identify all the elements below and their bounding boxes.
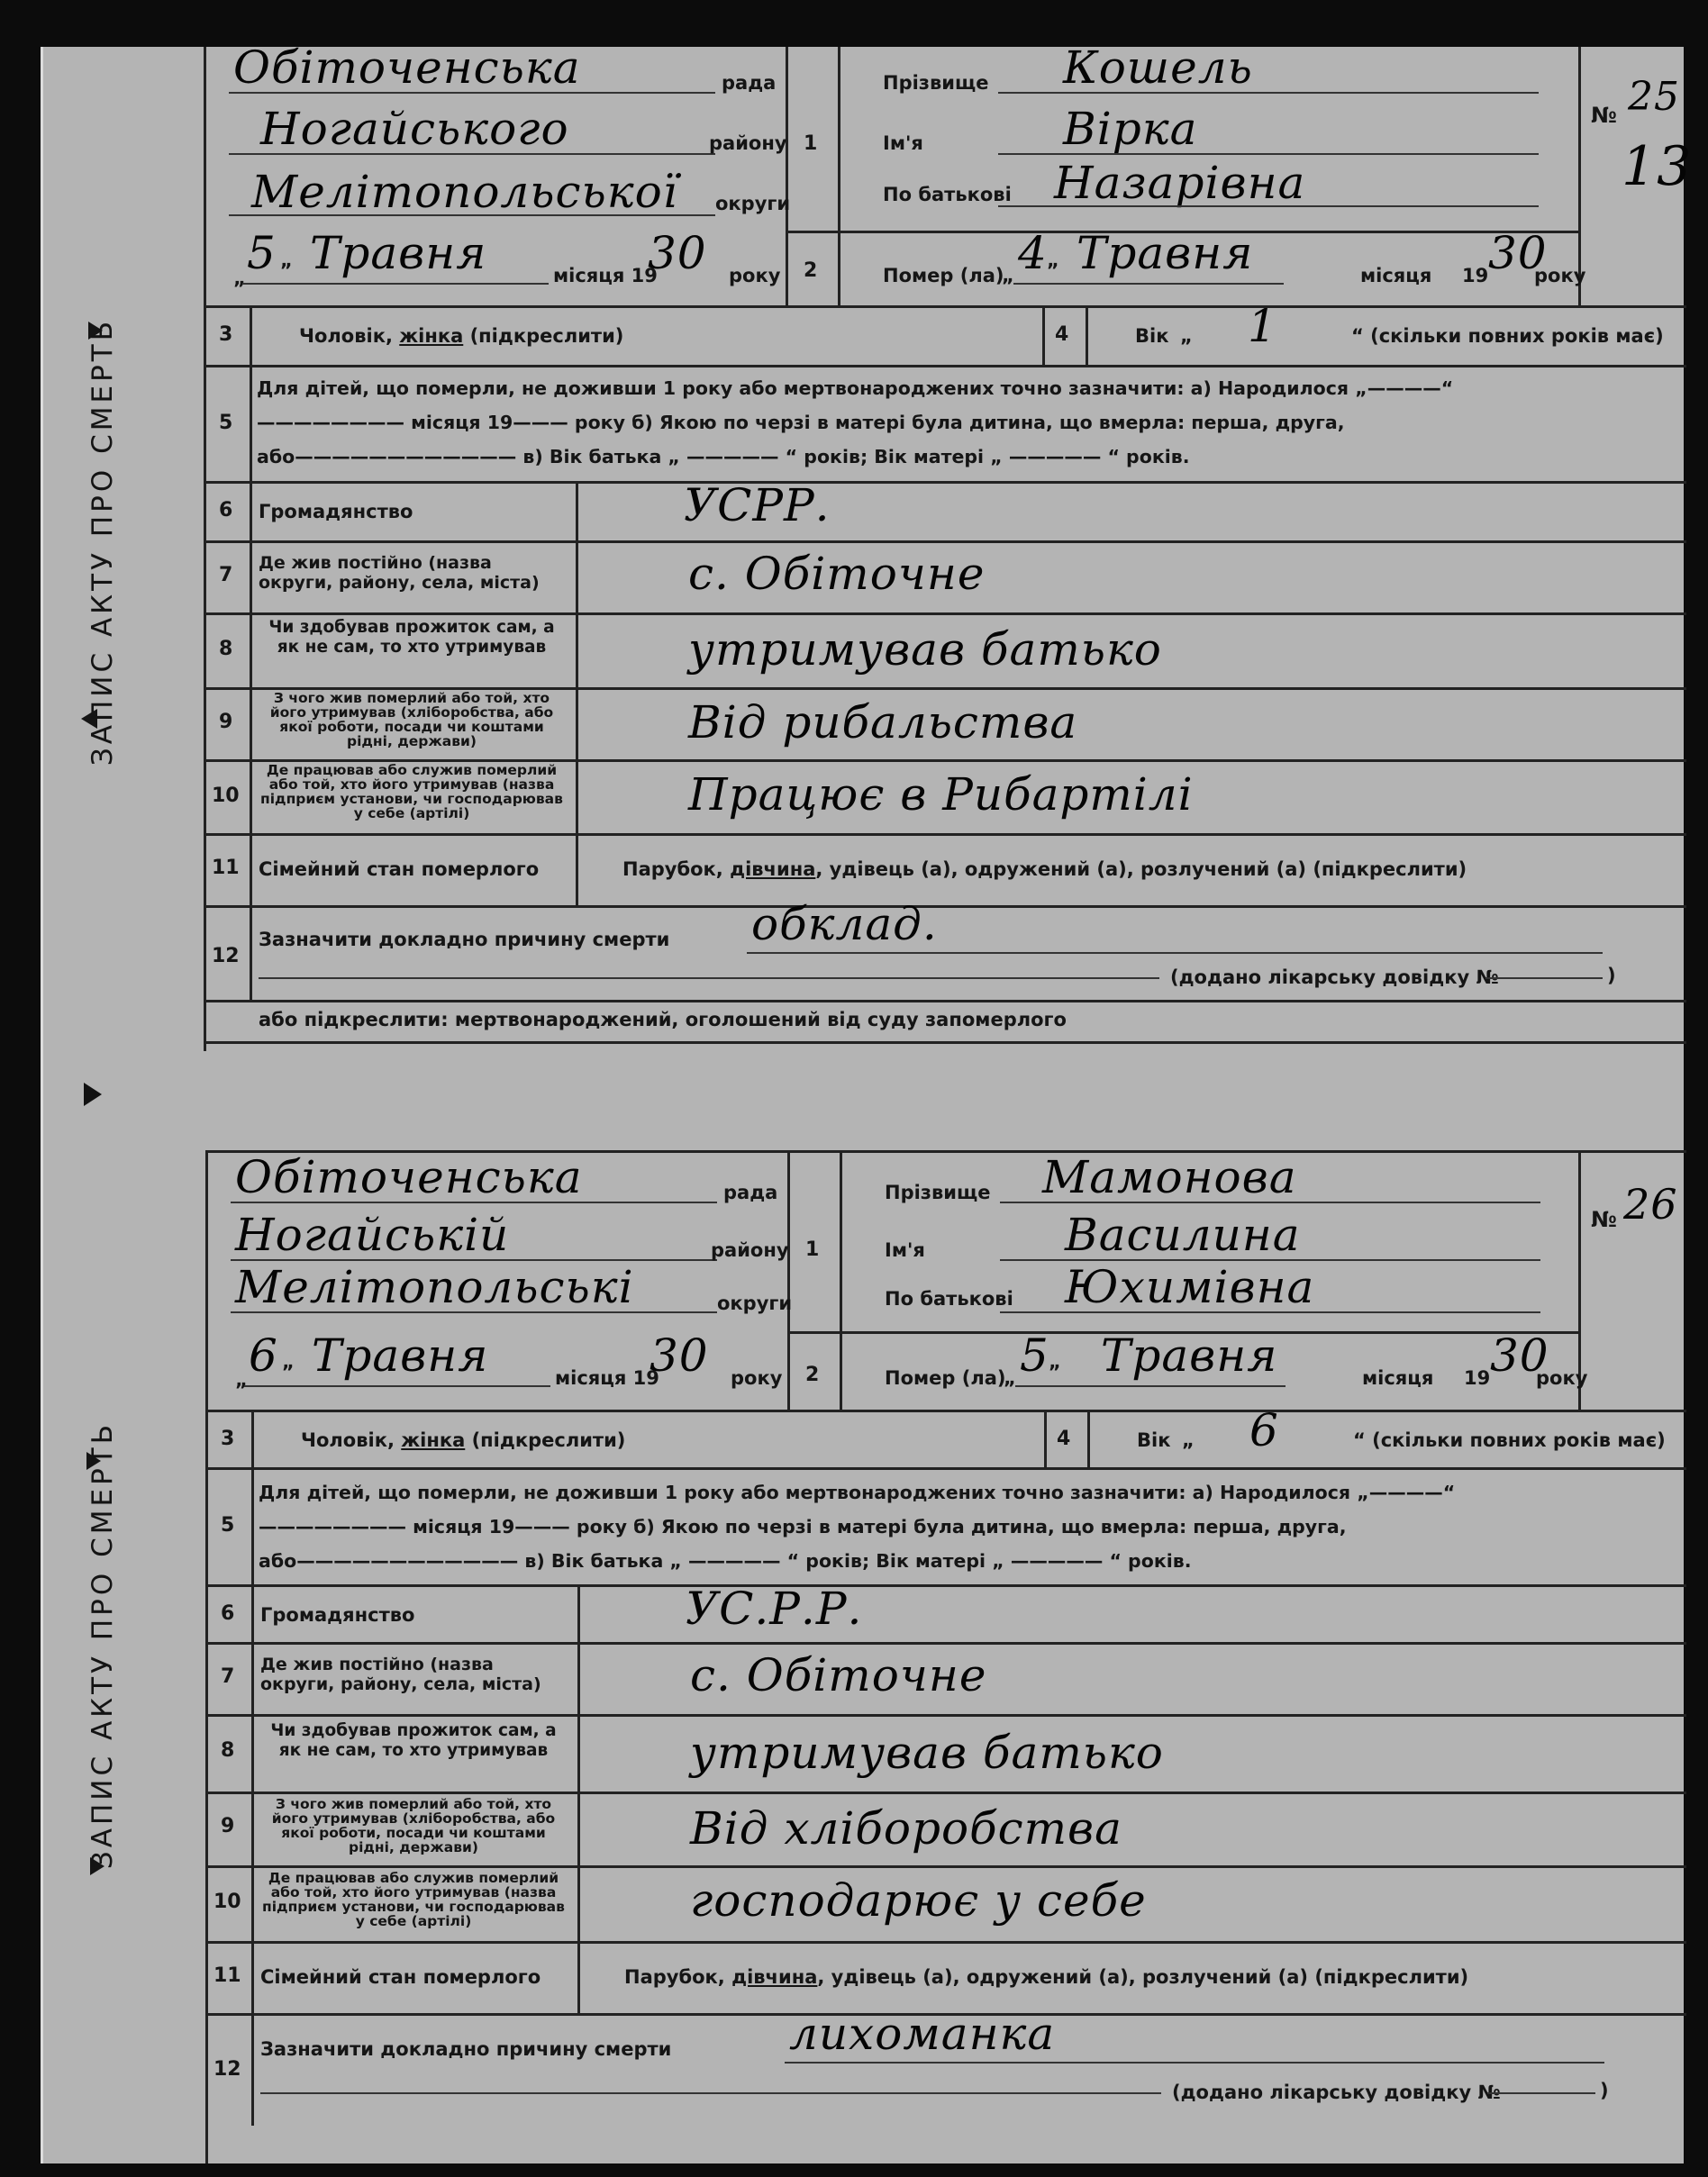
row-number: 8 — [219, 638, 233, 660]
marital-rest: , удівець (а), одружений (а), розлучений (а) (підкреслити) — [815, 858, 1467, 880]
row-number: 8 — [221, 1739, 235, 1762]
label-roku-19: 19 — [1464, 1367, 1491, 1389]
form-frame — [205, 1150, 1686, 2163]
reg-day-value: 5 — [247, 227, 277, 279]
reg-month-value: Травня — [310, 227, 487, 279]
row-number: 4 — [1057, 1428, 1071, 1450]
divider — [787, 1331, 840, 1334]
cause-value: лихоманка — [789, 2008, 1056, 2060]
binder-hole — [84, 1083, 102, 1106]
deceased-cell — [838, 41, 1586, 305]
name-value: Василина — [1065, 1209, 1301, 1261]
reg-year-value: 30 — [650, 1329, 709, 1382]
row-sex-age — [206, 300, 1686, 367]
label-roku: року — [731, 1367, 783, 1389]
sex-male: Чоловік, — [299, 325, 400, 347]
label-cell — [251, 1941, 580, 2013]
underline — [1485, 977, 1603, 979]
row-number: 11 — [214, 1964, 241, 1987]
row-number: 10 — [212, 785, 240, 807]
row-workplace — [208, 1865, 1686, 1944]
label-imya: Ім'я — [883, 132, 923, 154]
num-cell — [206, 305, 252, 365]
row-cause — [208, 2008, 1686, 2126]
row-number: 3 — [221, 1428, 235, 1450]
underline — [244, 1385, 550, 1387]
num-cell — [208, 1642, 254, 1714]
label-hromadianstvo: Громадянство — [260, 1604, 415, 1626]
age-value: 6 — [1249, 1404, 1279, 1456]
underline — [229, 92, 715, 94]
underline — [998, 205, 1539, 207]
header-row — [206, 41, 1693, 308]
row-supported — [208, 1714, 1686, 1794]
label-vik-note: “ (скільки повних років має) — [1351, 325, 1664, 347]
row-citizenship — [206, 481, 1686, 543]
row-number: 6 — [221, 1602, 235, 1625]
quote-mark: „ — [233, 268, 246, 289]
num-cell — [1044, 1410, 1090, 1467]
label-rada: рада — [723, 1182, 778, 1203]
sex-female: жінка — [401, 1429, 466, 1451]
income-value: Від хліборобства — [690, 1802, 1122, 1855]
row-number: 2 — [804, 259, 818, 282]
row-number: 5 — [221, 1514, 235, 1537]
side-title-text: ЗАПИС АКТУ ПРО СМЕРТЬ — [86, 318, 119, 766]
row-citizenship — [208, 1584, 1686, 1645]
underline — [260, 2092, 1161, 2094]
quote-mark: „ — [1180, 325, 1193, 347]
sex-cell — [251, 1410, 1047, 1467]
num-cell — [206, 612, 252, 687]
district-value: Ногайській — [235, 1209, 510, 1261]
death-day-value: 5 — [1020, 1329, 1049, 1382]
label-prizvyshche: Прізвище — [883, 72, 989, 94]
num-cell — [208, 1791, 254, 1865]
sex-cell — [250, 305, 1045, 365]
row-number: 12 — [214, 2058, 241, 2081]
row-marital — [206, 833, 1686, 908]
registry-cell — [206, 41, 791, 305]
age-cell — [1086, 300, 1686, 365]
row-cause — [206, 898, 1686, 1002]
sex-label — [301, 1429, 625, 1451]
num-cell — [206, 540, 252, 612]
label-prychyna: Зазначити докладно причину смерти — [259, 929, 670, 950]
death-record-1 — [43, 41, 1693, 1051]
label-cell — [251, 1714, 580, 1791]
underline — [259, 977, 1159, 979]
row-income — [208, 1791, 1686, 1868]
row-sex-age — [208, 1404, 1686, 1470]
name-value: Вірка — [1063, 103, 1198, 155]
age-cell — [1087, 1404, 1686, 1467]
underline — [242, 283, 549, 285]
underline — [747, 952, 1603, 954]
supported-value: утримував батько — [688, 623, 1162, 676]
num-cell — [206, 759, 252, 833]
reg-day-value: 6 — [249, 1329, 278, 1382]
surname-value: Кошель — [1063, 41, 1253, 94]
cause-value: обклад. — [751, 898, 938, 950]
label-cell — [250, 833, 578, 905]
row-infant — [206, 365, 1686, 484]
num-cell — [208, 1941, 254, 2013]
underline — [785, 2062, 1604, 2064]
row-number: 1 — [805, 1238, 820, 1261]
age-value: 1 — [1248, 300, 1277, 352]
marital-divchyna: дівчина — [730, 858, 816, 880]
row-residence — [206, 540, 1686, 615]
marital-divchyna: дівчина — [731, 1966, 818, 1988]
row-number: 10 — [214, 1891, 241, 1913]
label-po-batkovi: По батькові — [883, 184, 1012, 205]
label-de-zhyv: Де жив постійно (назва округи, району, села, міста) — [260, 1655, 541, 1694]
infant-cell — [251, 1467, 1686, 1584]
label-prizvyshche: Прізвище — [885, 1182, 991, 1203]
num-cell — [1042, 305, 1088, 365]
workplace-value: господарює у себе — [690, 1874, 1147, 1927]
underline — [229, 153, 715, 155]
patronymic-value: Юхимівна — [1065, 1261, 1315, 1313]
rownum-cell — [787, 1153, 842, 1410]
label-roku: року — [1534, 265, 1586, 286]
reg-month-value: Травня — [312, 1329, 489, 1382]
quote-mark: „ — [1049, 1351, 1061, 1373]
council-value: Обіточенська — [233, 41, 581, 94]
row-infant — [208, 1467, 1686, 1587]
underline — [1000, 1202, 1540, 1203]
label-dodano: (додано лікарську довідку № — [1172, 2082, 1501, 2103]
row-number: 9 — [221, 1815, 235, 1837]
marital-parubok: Парубок, — [624, 1966, 732, 1988]
num-cell — [208, 1410, 254, 1467]
num-cell — [206, 833, 252, 905]
num-cell — [208, 1467, 254, 1584]
quote-mark: „ — [1182, 1429, 1195, 1451]
okrug-value: Мелітопольської — [251, 166, 678, 218]
label-nomer: № — [1591, 1207, 1617, 1232]
row-workplace — [206, 759, 1686, 836]
underline — [998, 92, 1539, 94]
label-pomer: Помер (ла) — [883, 265, 1004, 286]
label-vik-note: “ (скільки повних років має) — [1353, 1429, 1666, 1451]
quote-mark: „ — [1002, 265, 1014, 286]
underline — [231, 1311, 717, 1313]
label-vik: Вік — [1135, 325, 1169, 347]
label-z-choho: З чого жив померлий або той, хто його утримував (хліборобства, або якої роботи, посади чи коштами рідні, держави) — [271, 1796, 556, 1855]
infant-line-3: або———————————— в) Вік батька „ ————— “ років; Вік матері „ ————— “ років. — [257, 446, 1190, 467]
sex-note: (підкреслити) — [463, 325, 624, 347]
marital-options — [624, 1966, 1468, 1988]
record-number-note: 13 — [1622, 135, 1693, 198]
infant-line-1: Для дітей, що померли, не доживши 1 року або мертвонароджених точно зазначити: а) Народилося „————“ — [257, 377, 1454, 399]
label-simeinyi: Сімейний стан померлого — [260, 1966, 541, 1988]
surname-value: Мамонова — [1042, 1151, 1297, 1203]
death-month-value: Травня — [1101, 1329, 1278, 1382]
num-cell — [206, 905, 252, 1000]
label-misyatsya: місяця 19 — [553, 265, 658, 286]
quote-mark: „ — [1004, 1367, 1016, 1389]
death-year-value: 30 — [1490, 1329, 1549, 1382]
label-nomer: № — [1591, 103, 1617, 128]
divider — [786, 231, 838, 233]
marital-options — [622, 858, 1467, 880]
label-chy-zdobuvav: Чи здобував прожиток сам, а як не сам, то хто утримував — [270, 1721, 557, 1760]
row-number: 5 — [219, 412, 233, 434]
label-roku: року — [1536, 1367, 1588, 1389]
quote-mark: „ — [280, 249, 293, 271]
row-number: 12 — [212, 945, 240, 967]
label-abo-pidkr: або підкреслити: мертвонароджений, оголошений від суду запомерлого — [259, 1009, 1067, 1030]
row-marital — [208, 1941, 1686, 2016]
underline — [1013, 283, 1284, 285]
document-page — [41, 41, 1693, 2163]
label-imya: Ім'я — [885, 1239, 925, 1261]
infant-line-2: ———————— місяця 19——— року б) Якою по черзі в матері була дитина, що вмерла: перша, друга, — [257, 412, 1345, 433]
death-day-value: 4 — [1018, 227, 1048, 279]
underline — [998, 153, 1539, 155]
label-simeinyi: Сімейний стан померлого — [259, 858, 540, 880]
okrug-value: Мелітопольські — [235, 1261, 634, 1313]
label-okrugy: округи — [717, 1293, 793, 1314]
label-de-pratsiuvav: Де працював або служив померлий або той, хто його утримував (назва підприєм установи, чи господарював у себе (артілі) — [262, 1870, 565, 1929]
row-number: 1 — [804, 132, 818, 155]
record-number-value: 26 — [1623, 1180, 1678, 1229]
deceased-cell — [840, 1151, 1588, 1410]
sex-male: Чоловік, — [301, 1429, 402, 1451]
underline — [229, 214, 715, 216]
infant-cell — [250, 365, 1686, 481]
label-dodano: (додано лікарську довідку № — [1170, 966, 1499, 988]
supported-value: утримував батько — [690, 1727, 1164, 1779]
record-number-value: 25 — [1628, 74, 1680, 120]
num-cell — [208, 2013, 254, 2126]
num-cell — [208, 1865, 254, 1941]
marital-parubok: Парубок, — [622, 858, 731, 880]
num-cell — [206, 687, 252, 759]
label-cell — [250, 759, 578, 833]
row-number: 7 — [219, 564, 233, 586]
quote-mark: „ — [235, 1369, 248, 1391]
label-cell — [250, 687, 578, 759]
label-po-batkovi: По батькові — [885, 1288, 1013, 1310]
label-pomer: Помер (ла) — [885, 1367, 1006, 1389]
label-rada: рада — [722, 72, 777, 94]
header-row — [208, 1153, 1686, 1412]
citizenship-value: УС.Р.Р. — [686, 1583, 863, 1635]
residence-value: с. Обіточне — [690, 1649, 987, 1701]
label-misyatsya: місяця 19 — [555, 1367, 659, 1389]
label-cell — [250, 481, 578, 540]
label-prychyna: Зазначити докладно причину смерти — [260, 2038, 672, 2060]
side-title-text: ЗАПИС АКТУ ПРО СМЕРТЬ — [86, 1421, 119, 1870]
workplace-value: Працює в Рибартілі — [688, 768, 1194, 821]
num-cell — [206, 365, 252, 481]
underline — [1000, 1311, 1540, 1313]
rownum-cell — [786, 47, 840, 305]
sex-note: (підкреслити) — [465, 1429, 626, 1451]
side-title — [77, 182, 128, 903]
row-number: 9 — [219, 711, 233, 733]
infant-line-2: ———————— місяця 19——— року б) Якою по черзі в матері була дитина, що вмерла: перша, друга, — [259, 1516, 1347, 1538]
label-de-pratsiuvav: Де працював або служив померлий або той, хто його утримував (назва підприєм установи, чи господарював у себе (артілі) — [260, 762, 563, 821]
patronymic-value: Назарівна — [1054, 157, 1306, 209]
row-number: 2 — [805, 1364, 820, 1386]
num-cell — [208, 1584, 254, 1642]
label-cell — [251, 1865, 580, 1941]
label-misyatsya2: місяця — [1362, 1367, 1434, 1389]
label-roku: року — [729, 265, 781, 286]
label-rayonu: району — [709, 132, 787, 154]
row-number: 6 — [219, 499, 233, 522]
row-supported — [206, 612, 1686, 690]
death-record-2 — [43, 1150, 1684, 2163]
label-cell — [251, 1642, 580, 1714]
quote-mark: „ — [1047, 249, 1059, 271]
label-cell — [251, 1584, 580, 1642]
label-vik: Вік — [1137, 1429, 1171, 1451]
infant-line-3: або———————————— в) Вік батька „ ————— “ років; Вік матері „ ————— “ років. — [259, 1550, 1192, 1572]
row-number: 11 — [212, 857, 240, 879]
citizenship-value: УСРР. — [684, 479, 831, 531]
district-value: Ногайського — [260, 103, 569, 155]
label-de-zhyv: Де жив постійно (назва округи, району, села, міста) — [259, 553, 540, 593]
marital-rest: , удівець (а), одружений (а), розлучений (а) (підкреслити) — [817, 1966, 1469, 1988]
underline — [1015, 1385, 1286, 1387]
council-value: Обіточенська — [235, 1151, 583, 1203]
close-paren: ) — [1600, 2080, 1609, 2101]
row-income — [206, 687, 1686, 762]
row-number: 4 — [1055, 323, 1069, 346]
number-cell — [1578, 47, 1693, 305]
label-okrugy: округи — [715, 193, 791, 214]
income-value: Від рибальства — [688, 696, 1078, 748]
form-frame — [204, 41, 1693, 1051]
label-roku-19: 19 — [1462, 265, 1489, 286]
residence-value: с. Обіточне — [688, 548, 986, 600]
number-cell — [1578, 1153, 1686, 1410]
label-cell — [250, 612, 578, 687]
death-month-value: Травня — [1077, 227, 1254, 279]
label-rayonu: району — [711, 1239, 789, 1261]
sex-female: жінка — [399, 325, 464, 347]
label-cell — [250, 540, 578, 612]
label-hromadianstvo: Громадянство — [259, 501, 413, 522]
death-year-value: 30 — [1488, 227, 1548, 279]
label-z-choho: З чого жив померлий або той, хто його утримував (хліборобства, або якої роботи, посади чи коштами рідні, держави) — [269, 690, 554, 749]
underline — [231, 1202, 717, 1203]
side-title — [77, 1285, 128, 2006]
reg-year-value: 30 — [648, 227, 707, 279]
row-number: 3 — [219, 323, 233, 346]
close-paren: ) — [1607, 965, 1616, 986]
num-cell — [208, 1714, 254, 1791]
label-chy-zdobuvav: Чи здобував прожиток сам, а як не сам, то хто утримував — [268, 618, 555, 657]
sex-label — [299, 325, 623, 347]
infant-line-1: Для дітей, що померли, не доживши 1 року або мертвонароджених точно зазначити: а) Народилося „————“ — [259, 1482, 1456, 1503]
num-cell — [206, 481, 252, 540]
label-cell — [251, 1791, 580, 1865]
label-misyatsya2: місяця — [1360, 265, 1432, 286]
bottom-border — [206, 1041, 1686, 1044]
row-residence — [208, 1642, 1686, 1717]
quote-mark: „ — [282, 1351, 295, 1373]
registry-cell — [208, 1151, 793, 1410]
underline — [1487, 2092, 1595, 2094]
row-number: 7 — [221, 1665, 235, 1688]
